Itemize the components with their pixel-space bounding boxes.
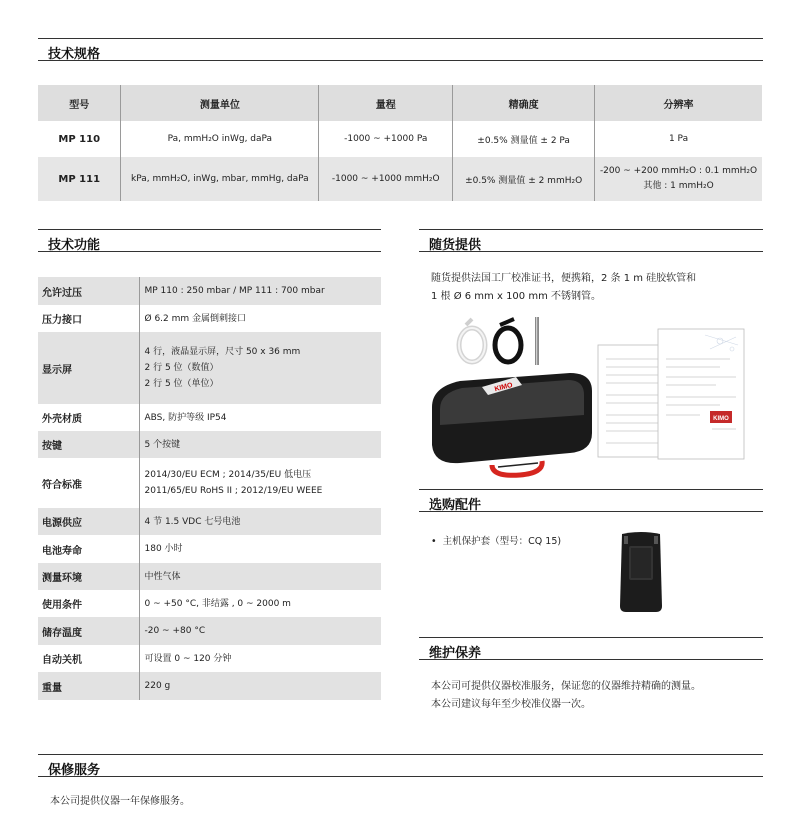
maintenance-text	[431, 678, 761, 714]
table-row	[38, 431, 381, 458]
table-row	[38, 157, 763, 201]
table-row	[38, 645, 381, 672]
section-header-delivery	[419, 229, 763, 252]
func-key: 电源供应	[38, 508, 139, 535]
func-key: 显示屏	[38, 332, 139, 404]
section-title-functions: 技术功能	[48, 238, 101, 253]
steel-tube-icon	[535, 317, 539, 365]
func-value: 0 ~ +50 °C, 非结露 , 0 ~ 2000 m	[139, 590, 381, 617]
spec-header-resolution: 分辨率	[595, 85, 763, 121]
func-key: 符合标准	[38, 458, 139, 508]
section-header-warranty	[38, 754, 763, 777]
func-value-line: 4 行，液晶显示屏，尺寸 50 x 36 mm	[144, 347, 301, 357]
table-row	[38, 508, 381, 535]
section-header-maintenance	[419, 637, 763, 660]
func-value: 4 节 1.5 VDC 七号电池	[139, 508, 381, 535]
table-row	[38, 617, 381, 645]
func-key: 外壳材质	[38, 404, 139, 431]
maintenance-text-line: 本公司可提供仪器校准服务，保证您的仪器维持精确的测量。	[431, 681, 701, 692]
func-value: 中性气体	[139, 563, 381, 590]
spec-header-model: 型号	[38, 85, 121, 121]
table-row	[38, 563, 381, 590]
func-key: 压力接口	[38, 305, 139, 332]
func-value-line: 2 行 5 位（数值）	[144, 363, 219, 373]
func-value: MP 110 : 250 mbar / MP 111 : 700 mbar	[139, 277, 381, 305]
section-header-functions	[38, 229, 381, 252]
table-row	[38, 672, 381, 700]
func-key: 重量	[38, 672, 139, 700]
function-table	[38, 277, 381, 700]
delivery-text	[431, 270, 761, 306]
certificate-logo: KIMO	[713, 416, 729, 422]
table-row	[38, 277, 381, 305]
case-logo: KIMO	[493, 381, 514, 394]
accessory-list-item	[431, 533, 561, 547]
table-row	[38, 305, 381, 332]
section-header-accessories	[419, 489, 763, 512]
table-row	[38, 121, 763, 157]
accessory-label: 主机保护套（型号：CQ 15)	[442, 536, 562, 547]
table-row	[38, 535, 381, 563]
spec-header-accuracy: 精确度	[453, 85, 595, 121]
warranty-text: 本公司提供仪器一年保修服务。	[50, 796, 190, 807]
spec-table	[38, 85, 763, 201]
spec-accuracy: ±0.5% 测量值 ± 2 Pa	[453, 121, 595, 157]
func-value: ABS, 防护等级 IP54	[139, 404, 381, 431]
func-value: 5 个按键	[139, 431, 381, 458]
func-value-line: 2014/30/EU ECM ; 2014/35/EU 低电压	[144, 470, 312, 480]
spec-header-range: 量程	[319, 85, 453, 121]
carrying-case-icon	[432, 373, 592, 475]
func-value: 180 小时	[139, 535, 381, 563]
func-value-line: 2011/65/EU RoHS II ; 2012/19/EU WEEE	[144, 486, 323, 496]
clear-hose-icon	[459, 319, 485, 362]
func-value: 可设置 0 ~ 120 分钟	[139, 645, 381, 672]
table-row	[38, 458, 381, 508]
section-title-accessories: 选购配件	[429, 498, 482, 513]
spec-range: -1000 ~ +1000 mmH₂O	[319, 157, 453, 201]
spec-range: -1000 ~ +1000 Pa	[319, 121, 453, 157]
func-value-line: 2 行 5 位（单位）	[144, 379, 219, 389]
spec-units: Pa, mmH₂O inWg, daPa	[121, 121, 319, 157]
table-row	[38, 590, 381, 617]
func-key: 储存温度	[38, 617, 139, 645]
spec-resolution	[595, 157, 763, 201]
maintenance-text-line: 本公司建议每年至少校准仪器一次。	[431, 699, 591, 710]
spec-resolution: 1 Pa	[595, 121, 763, 157]
func-key: 使用条件	[38, 590, 139, 617]
func-key: 测量环境	[38, 563, 139, 590]
section-title-spec: 技术规格	[48, 47, 101, 62]
spec-units: kPa, mmH₂O, inWg, mbar, mmHg, daPa	[121, 157, 319, 201]
delivery-text-line: 1 根 Ø 6 mm x 100 mm 不锈钢管。	[431, 291, 601, 302]
section-title-delivery: 随货提供	[429, 238, 482, 253]
delivery-text-line: 随货提供法国工厂校准证书，便携箱，2 条 1 m 硅胶软管和	[431, 273, 697, 284]
section-title-maintenance: 维护保养	[429, 646, 482, 661]
black-hose-icon	[495, 319, 521, 362]
table-row	[38, 404, 381, 431]
calibration-certificate-icon	[598, 329, 744, 459]
func-key: 允许过压	[38, 277, 139, 305]
table-row	[38, 332, 381, 404]
section-title-warranty: 保修服务	[48, 763, 101, 778]
bullet-icon: •	[431, 536, 443, 547]
func-value	[139, 332, 381, 404]
func-key: 电池寿命	[38, 535, 139, 563]
spec-accuracy: ±0.5% 测量值 ± 2 mmH₂O	[453, 157, 595, 201]
func-value: Ø 6.2 mm 金属倒刺接口	[139, 305, 381, 332]
func-value	[139, 458, 381, 508]
spec-model: MP 110	[38, 121, 121, 157]
spec-model: MP 111	[38, 157, 121, 201]
section-header-spec	[38, 38, 763, 61]
spec-resolution-line: -200 ~ +200 mmH₂O : 0.1 mmH₂O	[599, 166, 758, 176]
func-value: 220 g	[139, 672, 381, 700]
func-key: 按键	[38, 431, 139, 458]
func-key: 自动关机	[38, 645, 139, 672]
delivery-items-image	[420, 315, 760, 485]
func-value: -20 ~ +80 °C	[139, 617, 381, 645]
protective-cover-image	[616, 530, 666, 614]
spec-header-row	[38, 85, 763, 121]
spec-header-units: 测量单位	[121, 85, 319, 121]
spec-resolution-line: 其他 : 1 mmH₂O	[643, 181, 714, 191]
